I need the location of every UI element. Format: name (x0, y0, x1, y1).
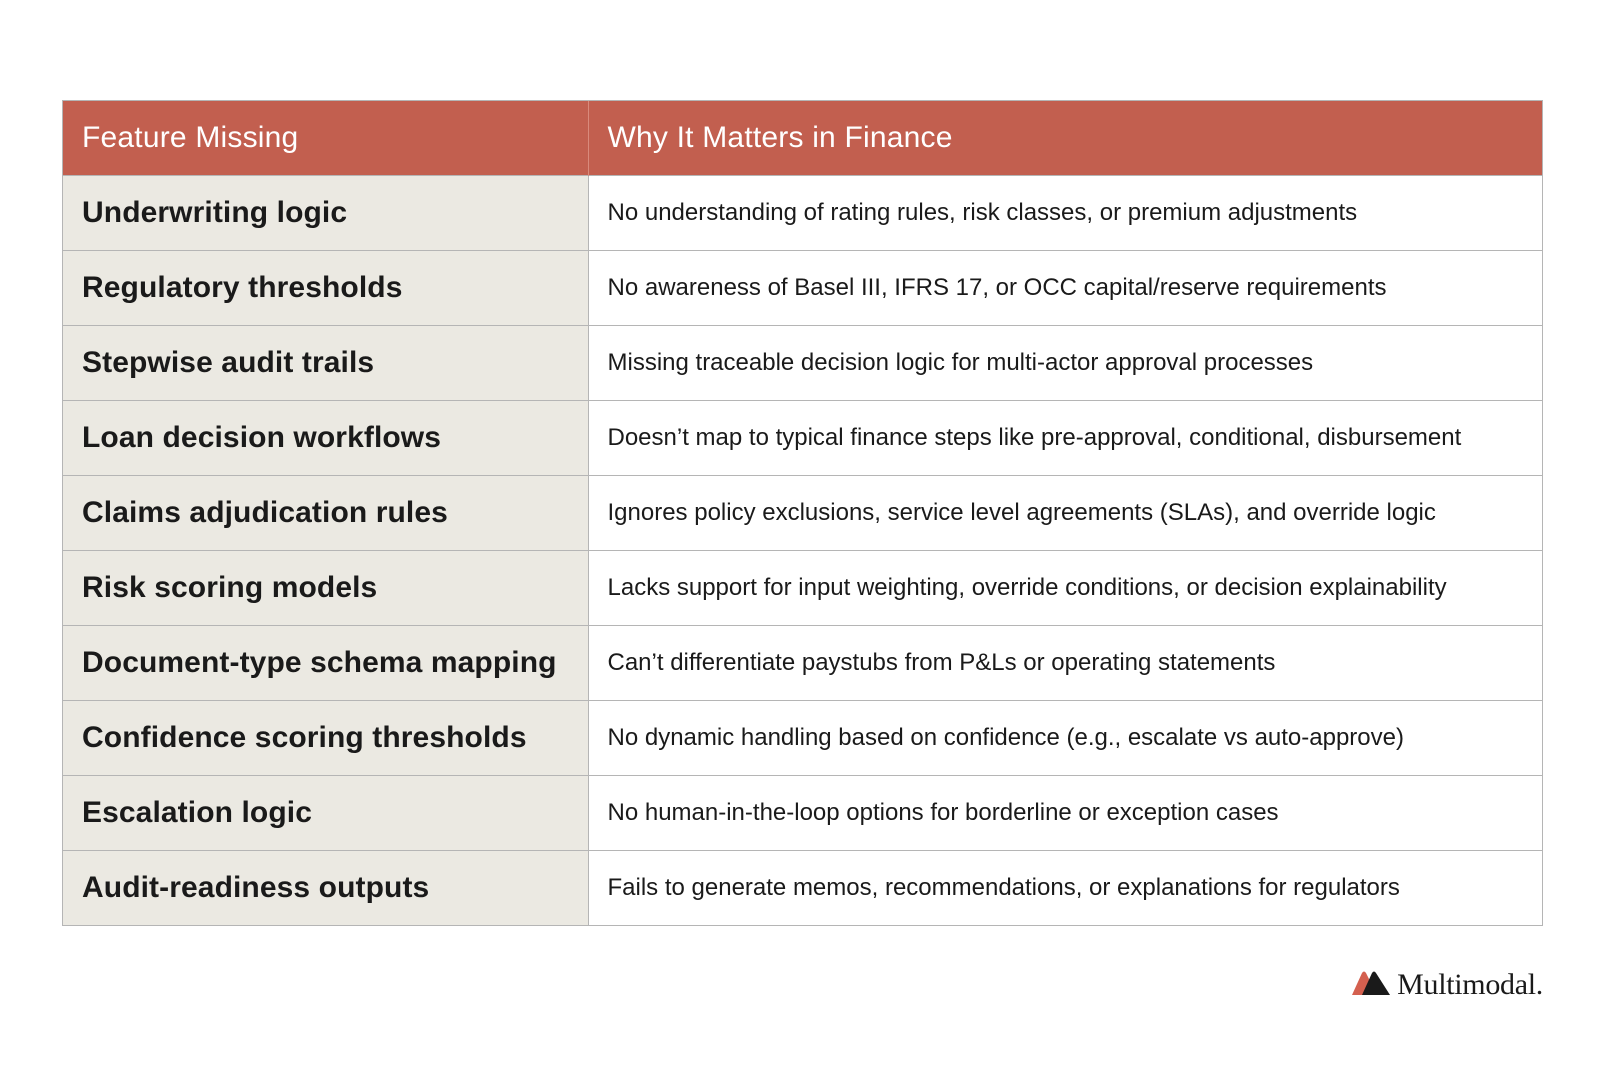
table-row (63, 400, 1542, 475)
why-cell: Lacks support for input weighting, override conditions, or decision explainability (588, 550, 1542, 625)
multimodal-logo-icon (1351, 970, 1391, 1001)
feature-table-container (62, 100, 1543, 926)
brand-logo (1351, 968, 1543, 1002)
why-cell: Can’t differentiate paystubs from P&Ls or operating statements (588, 625, 1542, 700)
table-row (63, 775, 1542, 850)
feature-cell: Document-type schema mapping (63, 625, 588, 700)
feature-cell: Risk scoring models (63, 550, 588, 625)
why-cell: No awareness of Basel III, IFRS 17, or OCC capital/reserve requirements (588, 250, 1542, 325)
why-cell: Missing traceable decision logic for multi-actor approval processes (588, 325, 1542, 400)
why-cell: No dynamic handling based on confidence (e.g., escalate vs auto-approve) (588, 700, 1542, 775)
feature-cell: Claims adjudication rules (63, 475, 588, 550)
feature-cell: Audit-readiness outputs (63, 850, 588, 925)
feature-cell: Stepwise audit trails (63, 325, 588, 400)
feature-cell: Escalation logic (63, 775, 588, 850)
header-why-it-matters: Why It Matters in Finance (588, 101, 1542, 175)
why-cell: No human-in-the-loop options for borderline or exception cases (588, 775, 1542, 850)
feature-cell: Loan decision workflows (63, 400, 588, 475)
table-row (63, 700, 1542, 775)
feature-cell: Regulatory thresholds (63, 250, 588, 325)
header-feature-missing: Feature Missing (63, 101, 588, 175)
feature-table (63, 101, 1542, 925)
table-header-row (63, 101, 1542, 175)
feature-cell: Underwriting logic (63, 175, 588, 250)
feature-cell: Confidence scoring thresholds (63, 700, 588, 775)
why-cell: Fails to generate memos, recommendations, or explanations for regulators (588, 850, 1542, 925)
why-cell: No understanding of rating rules, risk classes, or premium adjustments (588, 175, 1542, 250)
table-row (63, 250, 1542, 325)
table-row (63, 325, 1542, 400)
table-row (63, 625, 1542, 700)
why-cell: Ignores policy exclusions, service level agreements (SLAs), and override logic (588, 475, 1542, 550)
table-row (63, 550, 1542, 625)
table-row (63, 850, 1542, 925)
why-cell: Doesn’t map to typical finance steps like pre-approval, conditional, disbursement (588, 400, 1542, 475)
brand-name: Multimodal. (1397, 968, 1543, 1001)
table-row (63, 475, 1542, 550)
table-row (63, 175, 1542, 250)
